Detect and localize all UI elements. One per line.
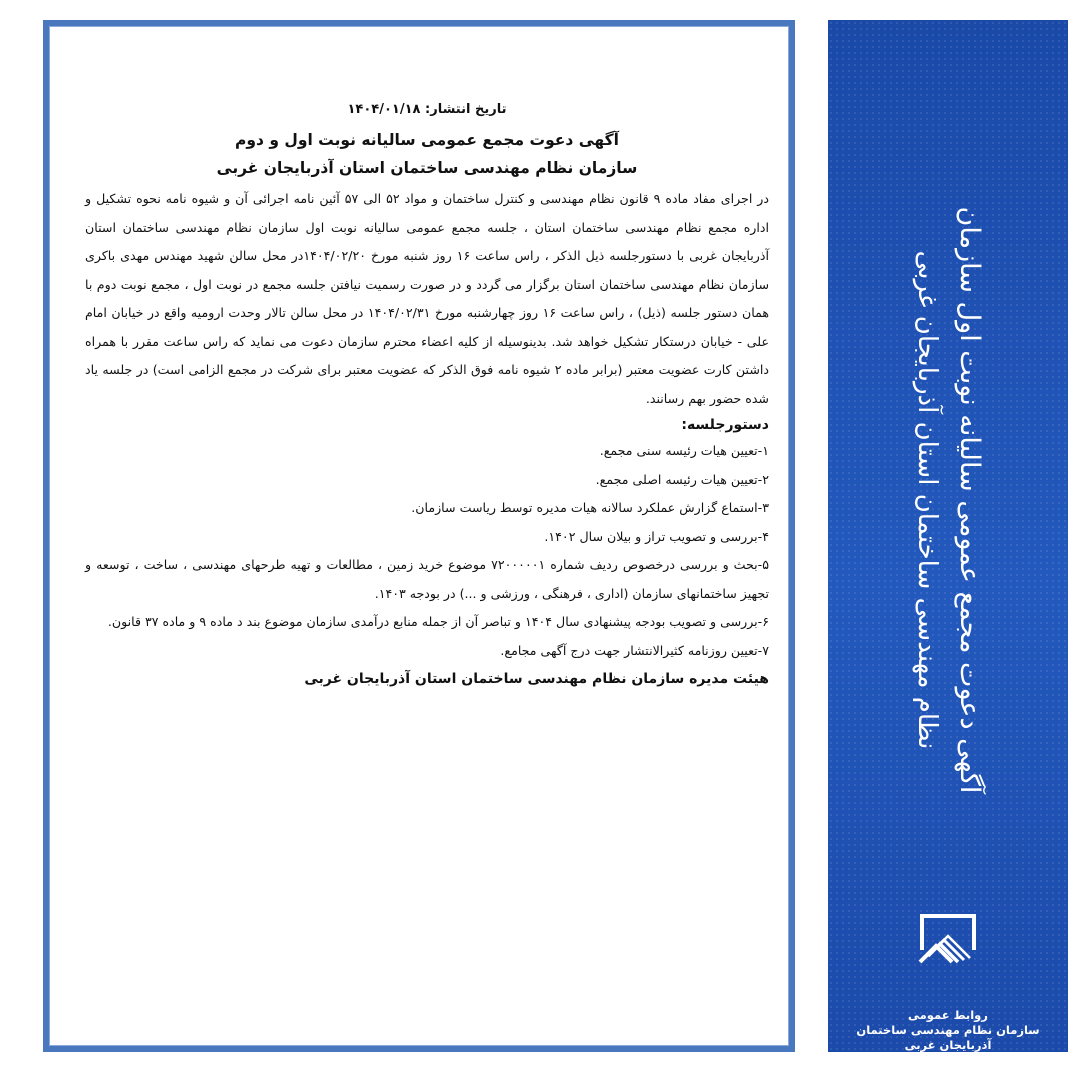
agenda-item-1: ۱-تعیین هیات رئیسه سنی مجمع.: [599, 443, 769, 458]
sidebar-banner: [828, 20, 1068, 1052]
public-relations-footer: [828, 1008, 1068, 1052]
board-signature: هیئت مدیره سازمان نظام مهندسی ساختمان استان آذربایجان غربی: [304, 671, 769, 687]
agenda-item-6: ۶-بررسی و تصویب بودجه پیشنهادی سال ۱۴۰۴ و تباصر آن از جمله منابع درآمدی سازمان موضوع بند د ماده ۹ و ماده ۳۷ قانون.: [107, 614, 769, 629]
agenda-item-7: ۷-تعیین روزنامه کثیرالانتشار جهت درج آگهی مجامع.: [500, 642, 769, 658]
agenda-heading: دستورجلسه:: [681, 417, 769, 433]
announcement-document: [85, 102, 769, 701]
publish-date: تاریخ انتشار: ۱۴۰۴/۰۱/۱۸: [347, 102, 507, 117]
agenda-item-5: ۵-بحث و بررسی درخصوص ردیف شماره ۷۲۰۰۰۰۰۱ موضوع خرید زمین ، مطالعات و تهیه طرحهای مهندسی ، ساخت ، توسعه و تجهیز ساختمانهای سازمان (اداری ، فرهنگی ، ورزشی و ...) در بودجه ۱۴۰۳.: [85, 557, 769, 601]
vertical-title-line-2: نظام مهندسی ساختمان استان آذربایجان غربی: [912, 250, 942, 750]
agenda-item-3: ۳-استماع گزارش عملکرد سالانه هیات مدیره توسط ریاست سازمان.: [411, 500, 769, 515]
footer-line-2: سازمان نظام مهندسی ساختمان: [856, 1023, 1040, 1037]
vertical-title: [828, 110, 1068, 890]
vertical-title-line-1: آگهی دعوت مجمع عمومی سالیانه نوبت اول سازمان: [954, 206, 985, 794]
agenda-list: [85, 437, 769, 665]
announcement-title: آگهی دعوت مجمع عمومی سالیانه نوبت اول و دوم: [235, 131, 619, 149]
agenda-item-2: ۲-تعیین هیات رئیسه اصلی مجمع.: [595, 471, 769, 487]
organization-title: سازمان نظام مهندسی ساختمان استان آذربایجان غربی: [216, 159, 638, 177]
footer-line-3: آذربایجان غربی: [904, 1038, 992, 1052]
agenda-item-4: ۴-بررسی و تصویب تراز و بیلان سال ۱۴۰۲.: [544, 528, 769, 544]
building-logo-icon: [916, 910, 980, 974]
announcement-frame: [43, 20, 795, 1052]
footer-line-1: روابط عمومی: [908, 1008, 988, 1022]
announcement-body: در اجرای مفاد ماده ۹ قانون نظام مهندسی و کنترل ساختمان و مواد ۵۲ الی ۵۷ آئین نامه اجرائی آن و شیوه نامه نحوه تشکیل و اداره مجمع نظام مهندسی ساختمان استان ، جلسه مجمع عمومی سالیانه نوبت اول سازمان نظام مهندسی ساختمان استان آذربایجان غربی با دستورجلسه ذیل الذکر ، راس ساعت ۱۶ روز شنبه مورخ ۱۴۰۴/۰۲/۲۰در محل سالن شهید مهندس مهدی باکری سازمان نظام مهندسی ساختمان استان برگزار می گردد و در صورت رسمیت نیافتن جلسه مجمع در نوبت اول ، مجمع نوبت دوم با همان دستور جلسه (ذیل) ، راس ساعت ۱۶ روز چهارشنبه مورخ ۱۴۰۴/۰۲/۳۱ در محل سالن تالار وحدت ارومیه واقع در خیابان امام علی - خیابان درستکار تشکیل خواهد شد. بدینوسیله از کلیه اعضاء محترم سازمان دعوت می نماید که راس ساعت مقرر با همراه داشتن کارت عضویت معتبر (برابر ماده ۲ شیوه نامه فوق الذکر که عضویت معتبر برای شرکت در مجمع الزامی است) در جلسه یاد شده حضور بهم رسانند.: [85, 191, 769, 406]
